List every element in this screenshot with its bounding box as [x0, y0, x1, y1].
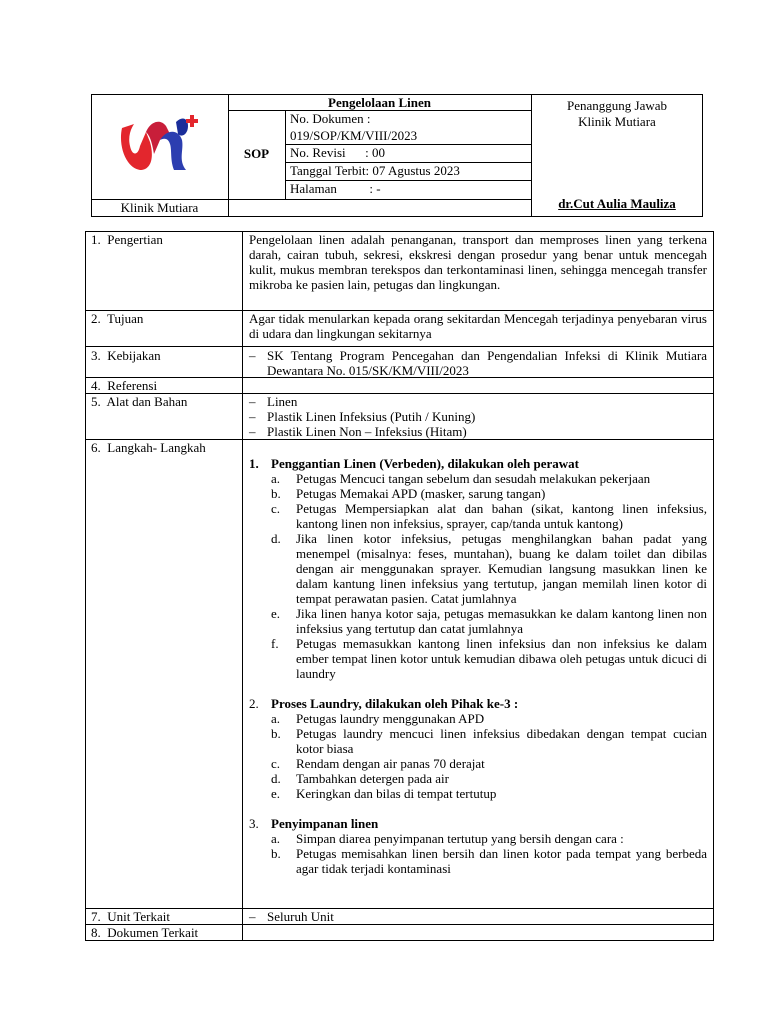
item-letter: e.	[271, 786, 281, 801]
clinic-name: Klinik Mutiara	[120, 200, 199, 215]
unit-text: Seluruh Unit	[267, 909, 334, 924]
list-item	[249, 909, 707, 924]
item-text: Petugas laundry menggunakan APD	[296, 711, 485, 726]
list-item	[249, 786, 707, 801]
dash-bullet: –	[249, 409, 256, 424]
list-item	[249, 606, 707, 636]
responsible-clinic: Klinik Mutiara	[578, 114, 656, 129]
item-text: Petugas memisahkan linen bersih dan linen kotor pada tempat yang berbeda agar tidak terjadi kontaminasi	[296, 846, 707, 876]
label-alat-bahan: 5. Alat dan Bahan	[86, 394, 243, 439]
item-letter: b.	[271, 726, 281, 741]
responsible-name: dr.Cut Aulia Mauliza	[558, 196, 676, 211]
list-kebijakan	[243, 347, 713, 378]
step-title: Penggantian Linen (Verbeden), dilakukan oleh perawat	[271, 456, 579, 471]
row-langkah	[85, 439, 714, 908]
item-text: Linen	[267, 394, 298, 409]
item-text: Plastik Linen Non – Infeksius (Hitam)	[267, 424, 467, 439]
list-item	[249, 409, 707, 424]
list-item	[249, 771, 707, 786]
list-item	[249, 424, 707, 439]
item-text: Rendam dengan air panas 70 derajat	[296, 756, 485, 771]
item-letter: a.	[271, 711, 281, 726]
list-item	[249, 471, 707, 486]
header-divider	[285, 110, 286, 199]
list-item	[249, 486, 707, 501]
doc-number-label: No. Dokumen :	[290, 111, 371, 126]
list-item	[249, 348, 707, 378]
row-pengertian	[85, 231, 714, 310]
item-text: Petugas Mempersiapkan alat dan bahan (sikat, kantong linen infeksius, kantong linen non infeksius, sprayer, cap/tanda untuk kantong)	[296, 501, 707, 531]
row-referensi	[85, 377, 714, 393]
text-pengertian: Pengelolaan linen adalah penanganan, transport dan memproses linen yang terkena darah, cairan tubuh, sekresi, ekskresi dengan prosedur yang benar untuk mencegah kulit, mukus membran terekspos dan terkontaminasi linen, sehingga mencegah transfer mikroba ke pasien lain, petugas dan lingkungan.	[249, 232, 707, 292]
label-pengertian: 1. Pengertian	[86, 232, 243, 310]
clinic-logo	[116, 112, 202, 178]
step-number: 2.	[249, 696, 259, 711]
label-referensi: 4. Referensi	[86, 378, 243, 393]
item-letter: c.	[271, 501, 281, 516]
dash-bullet: –	[249, 348, 256, 363]
item-text: Petugas Mencuci tangan sebelum dan sesudah melakukan pekerjaan	[296, 471, 651, 486]
text-tujuan: Agar tidak menularkan kepada orang sekitardan Mencegah terjadinya penyebaran virus di udara dan lingkungan sekitarnya	[249, 311, 707, 341]
issue-date: Tanggal Terbit: 07 Agustus 2023	[290, 163, 460, 178]
step-number: 1.	[249, 456, 259, 471]
item-text: Jika linen hanya kotor saja, petugas memasukkan ke dalam kantong linen non infeksius yang tertutup dan catat jumlahnya	[296, 606, 707, 636]
step-heading	[249, 816, 707, 831]
step-heading	[249, 456, 707, 471]
item-text: Jika linen kotor infeksius, petugas menghilangkan bahan padat yang menempel (misalnya: feses, muntahan), buang ke dalam toilet dan dibilas dengan air menggunakan sprayer. Kemudian langsung masukkan linen ke dalam kantung linen infeksius yang tertutup, jangan memilah linen kotor di tempat perawatan pasien. Catat jumlahnya	[296, 531, 707, 606]
item-text: Tambahkan detergen pada air	[296, 771, 449, 786]
page-number: Halaman : -	[290, 181, 381, 196]
item-letter: c.	[271, 756, 281, 771]
revision-number: No. Revisi : 00	[290, 145, 385, 160]
list-item	[249, 711, 707, 726]
list-unit-terkait	[243, 909, 713, 924]
label-tujuan: 2. Tujuan	[86, 311, 243, 346]
step-title: Proses Laundry, dilakukan oleh Pihak ke-3 :	[271, 696, 519, 711]
item-text: Simpan diarea penyimpanan tertutup yang bersih dengan cara :	[296, 831, 624, 846]
item-text: Petugas memasukkan kantong linen infeksius dan non infeksius ke dalam ember tempat linen kotor untuk kemudian dibawa oleh petugas untuk dicuci di laundry	[296, 636, 707, 681]
list-alat-bahan	[243, 394, 713, 439]
item-letter: d.	[271, 771, 281, 786]
item-letter: b.	[271, 486, 281, 501]
list-item	[249, 394, 707, 409]
document-title: Pengelolaan Linen	[328, 95, 431, 110]
responsible-title: Penanggung Jawab	[566, 98, 667, 113]
list-item	[249, 831, 707, 846]
doc-number-value: 019/SOP/KM/VIII/2023	[290, 128, 418, 143]
step-title: Penyimpanan linen	[271, 816, 379, 831]
dash-bullet: –	[249, 424, 256, 439]
item-letter: d.	[271, 531, 281, 546]
list-item	[249, 756, 707, 771]
kebijakan-text: SK Tentang Program Pencegahan dan Pengendalian Infeksi di Klinik Mutiara Dewantara No. 015/SK/KM/VIII/2023	[267, 348, 707, 378]
row-alat-bahan	[85, 393, 714, 439]
list-item	[249, 531, 707, 606]
sop-label: SOP	[243, 146, 270, 161]
row-tujuan	[85, 310, 714, 346]
list-item	[249, 846, 707, 876]
dash-bullet: –	[249, 394, 256, 409]
item-letter: a.	[271, 831, 281, 846]
label-kebijakan: 3. Kebijakan	[86, 347, 243, 377]
list-item	[249, 636, 707, 681]
step-heading	[249, 696, 707, 711]
step-number: 3.	[249, 816, 259, 831]
row-kebijakan	[85, 346, 714, 377]
header-divider	[228, 110, 531, 111]
dash-bullet: –	[249, 909, 256, 924]
langkah-content	[243, 440, 713, 876]
item-letter: e.	[271, 606, 281, 621]
label-unit-terkait: 7. Unit Terkait	[86, 909, 243, 924]
list-item	[249, 501, 707, 531]
item-letter: f.	[271, 636, 279, 651]
item-text: Keringkan dan bilas di tempat tertutup	[296, 786, 497, 801]
row-unit-terkait	[85, 908, 714, 924]
item-text: Petugas Memakai APD (masker, sarung tangan)	[296, 486, 546, 501]
label-dokumen-terkait: 8. Dokumen Terkait	[86, 925, 243, 940]
item-text: Petugas laundry mencuci linen infeksius dibedakan dengan tempat cucian kotor biasa	[296, 726, 707, 756]
label-langkah: 6. Langkah- Langkah	[86, 440, 243, 908]
list-item	[249, 726, 707, 756]
row-dokumen-terkait	[85, 924, 714, 941]
item-text: Plastik Linen Infeksius (Putih / Kuning)	[267, 409, 476, 424]
item-letter: a.	[271, 471, 281, 486]
item-letter: b.	[271, 846, 281, 861]
